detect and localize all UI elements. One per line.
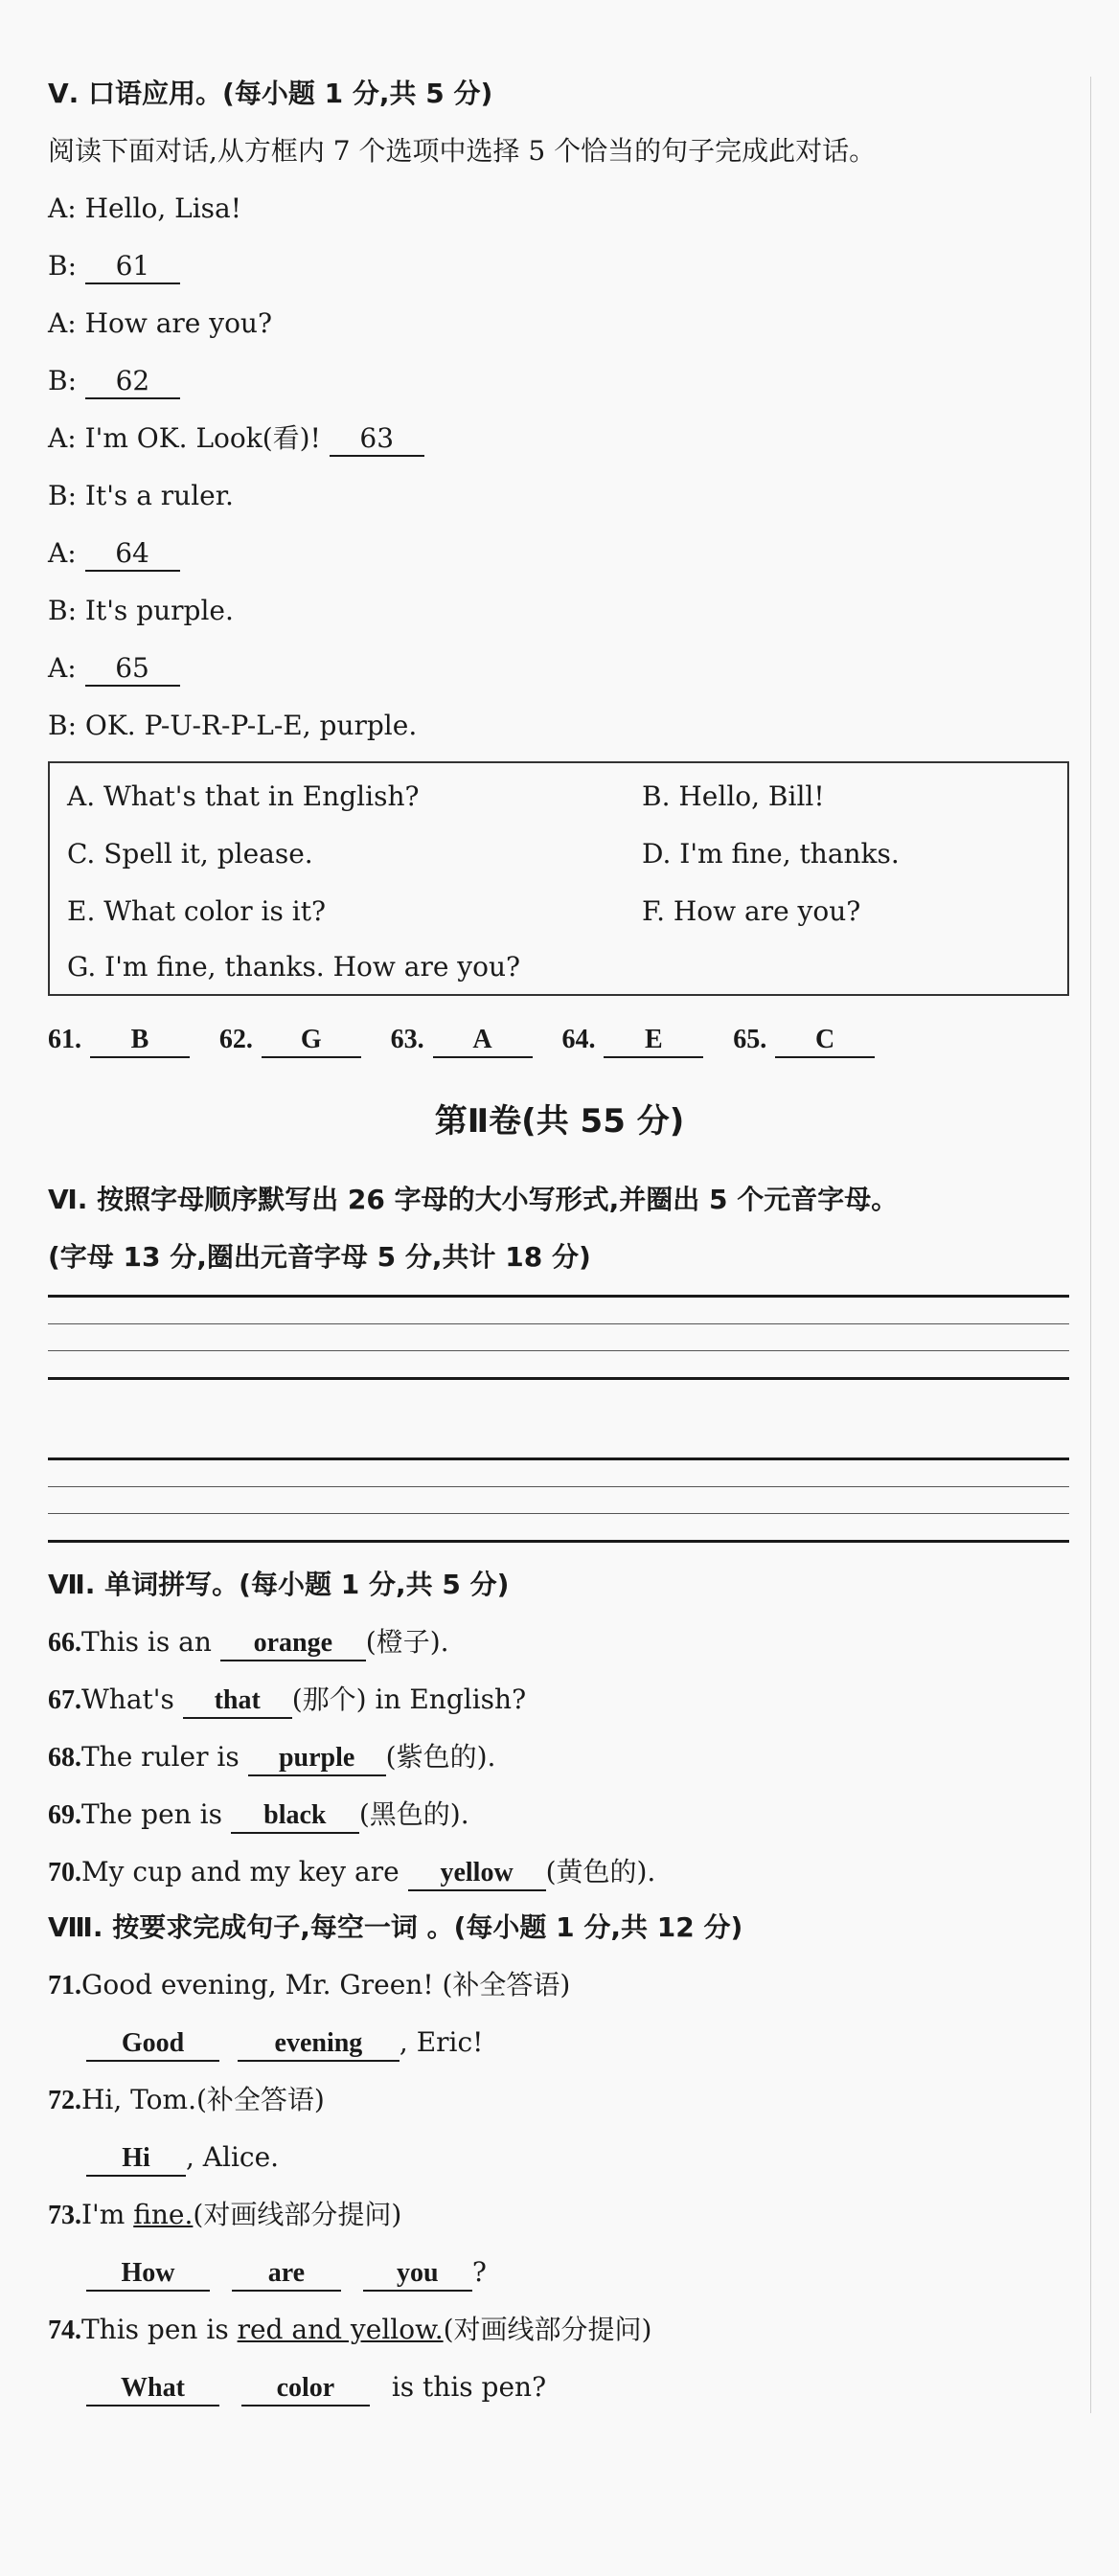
dialogue-line: B: It's purple. xyxy=(48,595,234,626)
section5-title: Ⅴ. 口语应用。(每小题 1 分,共 5 分) xyxy=(48,78,493,109)
question-73: 73.I'm fine.(对画线部分提问) xyxy=(48,2199,402,2230)
spelling-item: 68.The ruler is purple (紫色的). xyxy=(48,1738,495,1777)
spelling-answer-66[interactable]: orange xyxy=(220,1627,366,1661)
answer-74-1[interactable]: What xyxy=(86,2372,219,2407)
answer-64[interactable]: E xyxy=(604,1024,703,1058)
dialogue-line: B: OK. P-U-R-P-L-E, purple. xyxy=(48,710,418,741)
answer-62[interactable]: G xyxy=(262,1024,361,1058)
writing-line[interactable] xyxy=(48,1323,1069,1324)
answer-74-2[interactable]: color xyxy=(241,2372,370,2407)
spelling-answer-67[interactable]: that xyxy=(183,1684,292,1719)
option-a: A. What's that in English? xyxy=(67,780,420,812)
spelling-answer-68[interactable]: purple xyxy=(248,1742,386,1776)
option-c: C. Spell it, please. xyxy=(67,838,313,870)
page-edge-line xyxy=(1090,77,1091,2413)
section5-instruction: 阅读下面对话,从方框内 7 个选项中选择 5 个恰当的句子完成此对话。 xyxy=(48,135,877,167)
options-box xyxy=(48,761,1069,996)
option-f: F. How are you? xyxy=(642,895,861,927)
blank-65[interactable]: 65 xyxy=(85,652,180,687)
answer-73-3[interactable]: you xyxy=(363,2257,472,2292)
blank-62[interactable]: 62 xyxy=(85,365,180,399)
answer-71-1[interactable]: Good xyxy=(86,2027,219,2062)
answer-line-71: Good evening , Eric! xyxy=(86,2023,483,2062)
answer-73-2[interactable]: are xyxy=(232,2257,341,2292)
section6-title: Ⅵ. 按照字母顺序默写出 26 字母的大小写形式,并圈出 5 个元音字母。 xyxy=(48,1184,899,1215)
answer-61[interactable]: B xyxy=(90,1024,190,1058)
writing-line[interactable] xyxy=(48,1486,1069,1487)
blank-63[interactable]: 63 xyxy=(330,422,424,457)
spelling-answer-70[interactable]: yellow xyxy=(408,1857,546,1891)
option-d: D. I'm fine, thanks. xyxy=(642,838,900,870)
answer-71-2[interactable]: evening xyxy=(238,2027,400,2062)
writing-line[interactable] xyxy=(48,1457,1069,1460)
section6-subtitle: (字母 13 分,圈出元音字母 5 分,共计 18 分) xyxy=(48,1241,591,1273)
question-71: 71.Good evening, Mr. Green! (补全答语) xyxy=(48,1969,571,2000)
answer-63[interactable]: A xyxy=(433,1024,533,1058)
answer-72-1[interactable]: Hi xyxy=(86,2142,186,2177)
answer-line-72: Hi , Alice. xyxy=(86,2138,279,2177)
dialogue-line: A: I'm OK. Look(看)! 63 xyxy=(48,419,424,458)
question-74: 74.This pen is red and yellow.(对画线部分提问) xyxy=(48,2314,652,2345)
dialogue-line: A: How are you? xyxy=(48,307,272,339)
dialogue-line: B: It's a ruler. xyxy=(48,480,234,511)
dialogue-line: B: 62 xyxy=(48,362,180,400)
spelling-item: 66.This is an orange (橙子). xyxy=(48,1623,449,1662)
spelling-item: 70.My cup and my key are yellow (黄色的). xyxy=(48,1853,655,1892)
option-b: B. Hello, Bill! xyxy=(642,780,825,812)
dialogue-line: A: 64 xyxy=(48,534,180,573)
answer-65[interactable]: C xyxy=(775,1024,875,1058)
answer-73-1[interactable]: How xyxy=(86,2257,210,2292)
answers-row: 61. B 62. G 63. A 64. E 65. C xyxy=(48,1020,875,1059)
blank-61[interactable]: 61 xyxy=(85,250,180,284)
part2-title: 第Ⅱ卷(共 55 分) xyxy=(434,1102,685,1141)
writing-line[interactable] xyxy=(48,1377,1069,1380)
writing-line[interactable] xyxy=(48,1540,1069,1543)
dialogue-line: A: 65 xyxy=(48,649,180,688)
writing-line[interactable] xyxy=(48,1295,1069,1298)
writing-line[interactable] xyxy=(48,1350,1069,1351)
dialogue-line: B: 61 xyxy=(48,247,180,285)
answer-line-73: How are you ? xyxy=(86,2253,487,2292)
spelling-answer-69[interactable]: black xyxy=(231,1799,359,1834)
question-72: 72.Hi, Tom.(补全答语) xyxy=(48,2084,325,2115)
section7-title: Ⅶ. 单词拼写。(每小题 1 分,共 5 分) xyxy=(48,1569,510,1600)
option-e: E. What color is it? xyxy=(67,895,326,927)
option-g: G. I'm fine, thanks. How are you? xyxy=(67,951,521,983)
answer-line-74: What color is this pen? xyxy=(86,2368,546,2407)
blank-64[interactable]: 64 xyxy=(85,537,180,572)
spelling-item: 69.The pen is black (黑色的). xyxy=(48,1796,469,1835)
section8-title: Ⅷ. 按要求完成句子,每空一词 。(每小题 1 分,共 12 分) xyxy=(48,1911,743,1943)
writing-line[interactable] xyxy=(48,1513,1069,1514)
spelling-item: 67.What's that (那个) in English? xyxy=(48,1681,526,1720)
dialogue-line: A: Hello, Lisa! xyxy=(48,192,241,224)
